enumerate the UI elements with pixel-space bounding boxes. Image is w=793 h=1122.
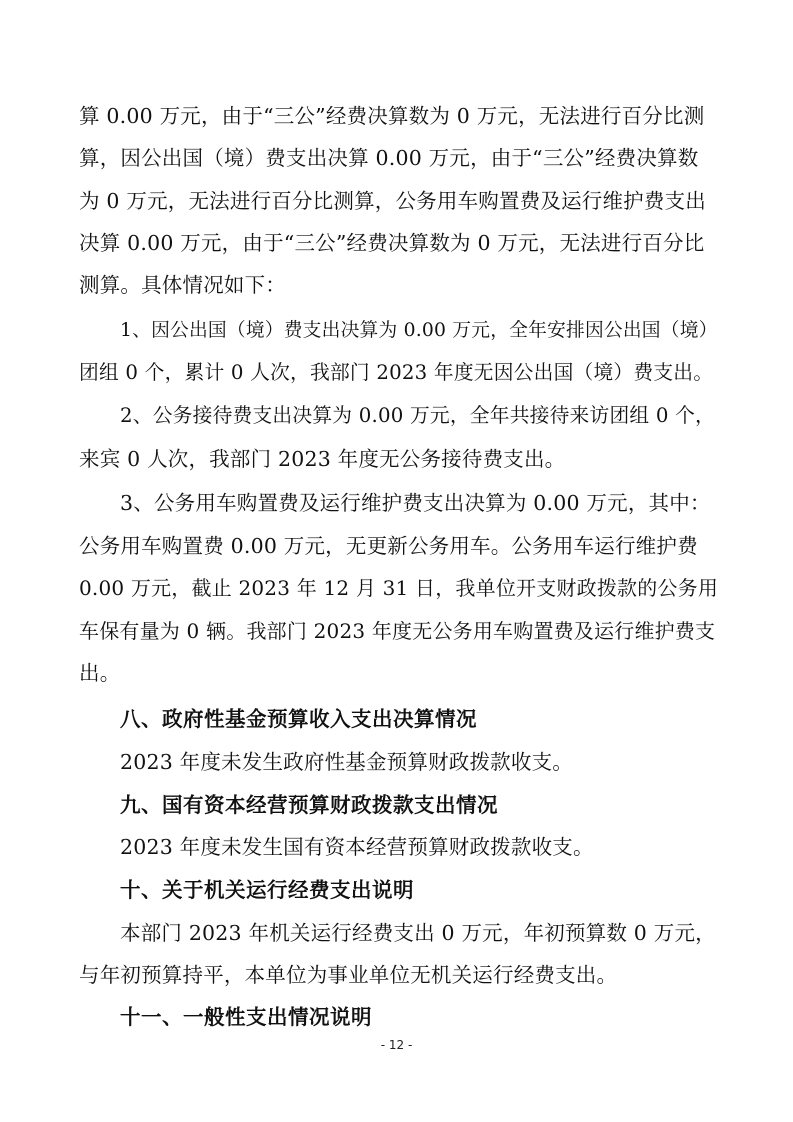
paragraph-line: 2、公务接待费支出决算为 0.00 万元，全年共接待来访团组 0 个， bbox=[120, 404, 715, 427]
paragraph-line: 与年初预算持平，本单位为事业单位无机关运行经费支出。 bbox=[79, 963, 618, 987]
paragraph-line: 2023 年度未发生政府性基金预算财政拨款收支。 bbox=[120, 750, 573, 774]
paragraph-line: 为 0 万元，无法进行百分比测算，公务用车购置费及运行维护费支出 bbox=[79, 189, 706, 213]
section-heading-8: 八、政府性基金预算收入支出决算情况 bbox=[120, 707, 477, 731]
paragraph-line: 测算。具体情况如下： bbox=[79, 273, 286, 297]
paragraph-line: 算，因公出国（境）费支出决算 0.00 万元，由于“三公”经费决算数 bbox=[79, 146, 699, 170]
paragraph-line: 算 0.00 万元，由于“三公”经费决算数为 0 万元，无法进行百分比测 bbox=[79, 104, 705, 128]
paragraph-line: 来宾 0 人次，我部门 2023 年度无公务接待费支出。 bbox=[79, 447, 566, 471]
paragraph-line: 车保有量为 0 辆。我部门 2023 年度无公务用车购置费及运行维护费支 bbox=[79, 619, 716, 643]
paragraph-line: 公务用车购置费 0.00 万元，无更新公务用车。公务用车运行维护费 bbox=[79, 534, 698, 558]
paragraph-line: 3、公务用车购置费及运行维护费支出决算为 0.00 万元，其中： bbox=[120, 491, 711, 515]
paragraph-line: 团组 0 个，累计 0 人次，我部门 2023 年度无因公出国（境）费支出。 bbox=[79, 361, 714, 384]
section-heading-9: 九、国有资本经营预算财政拨款支出情况 bbox=[120, 793, 498, 817]
paragraph-line: 2023 年度未发生国有资本经营预算财政拨款收支。 bbox=[120, 835, 594, 859]
page-number: - 12 - bbox=[380, 1038, 413, 1052]
paragraph-line: 出。 bbox=[79, 661, 121, 685]
paragraph-line: 0.00 万元，截止 2023 年 12 月 31 日，我单位开支财政拨款的公务用 bbox=[79, 576, 719, 600]
section-heading-10: 十、关于机关运行经费支出说明 bbox=[120, 878, 414, 902]
paragraph-line: 1、因公出国（境）费支出决算为 0.00 万元，全年安排因公出国（境） bbox=[120, 320, 718, 341]
paragraph-line: 决算 0.00 万元，由于“三公”经费决算数为 0 万元，无法进行百分比 bbox=[79, 231, 705, 255]
section-heading-11: 十一、一般性支出情况说明 bbox=[120, 1005, 372, 1029]
paragraph-line: 本部门 2023 年机关运行经费支出 0 万元，年初预算数 0 万元， bbox=[120, 921, 716, 945]
